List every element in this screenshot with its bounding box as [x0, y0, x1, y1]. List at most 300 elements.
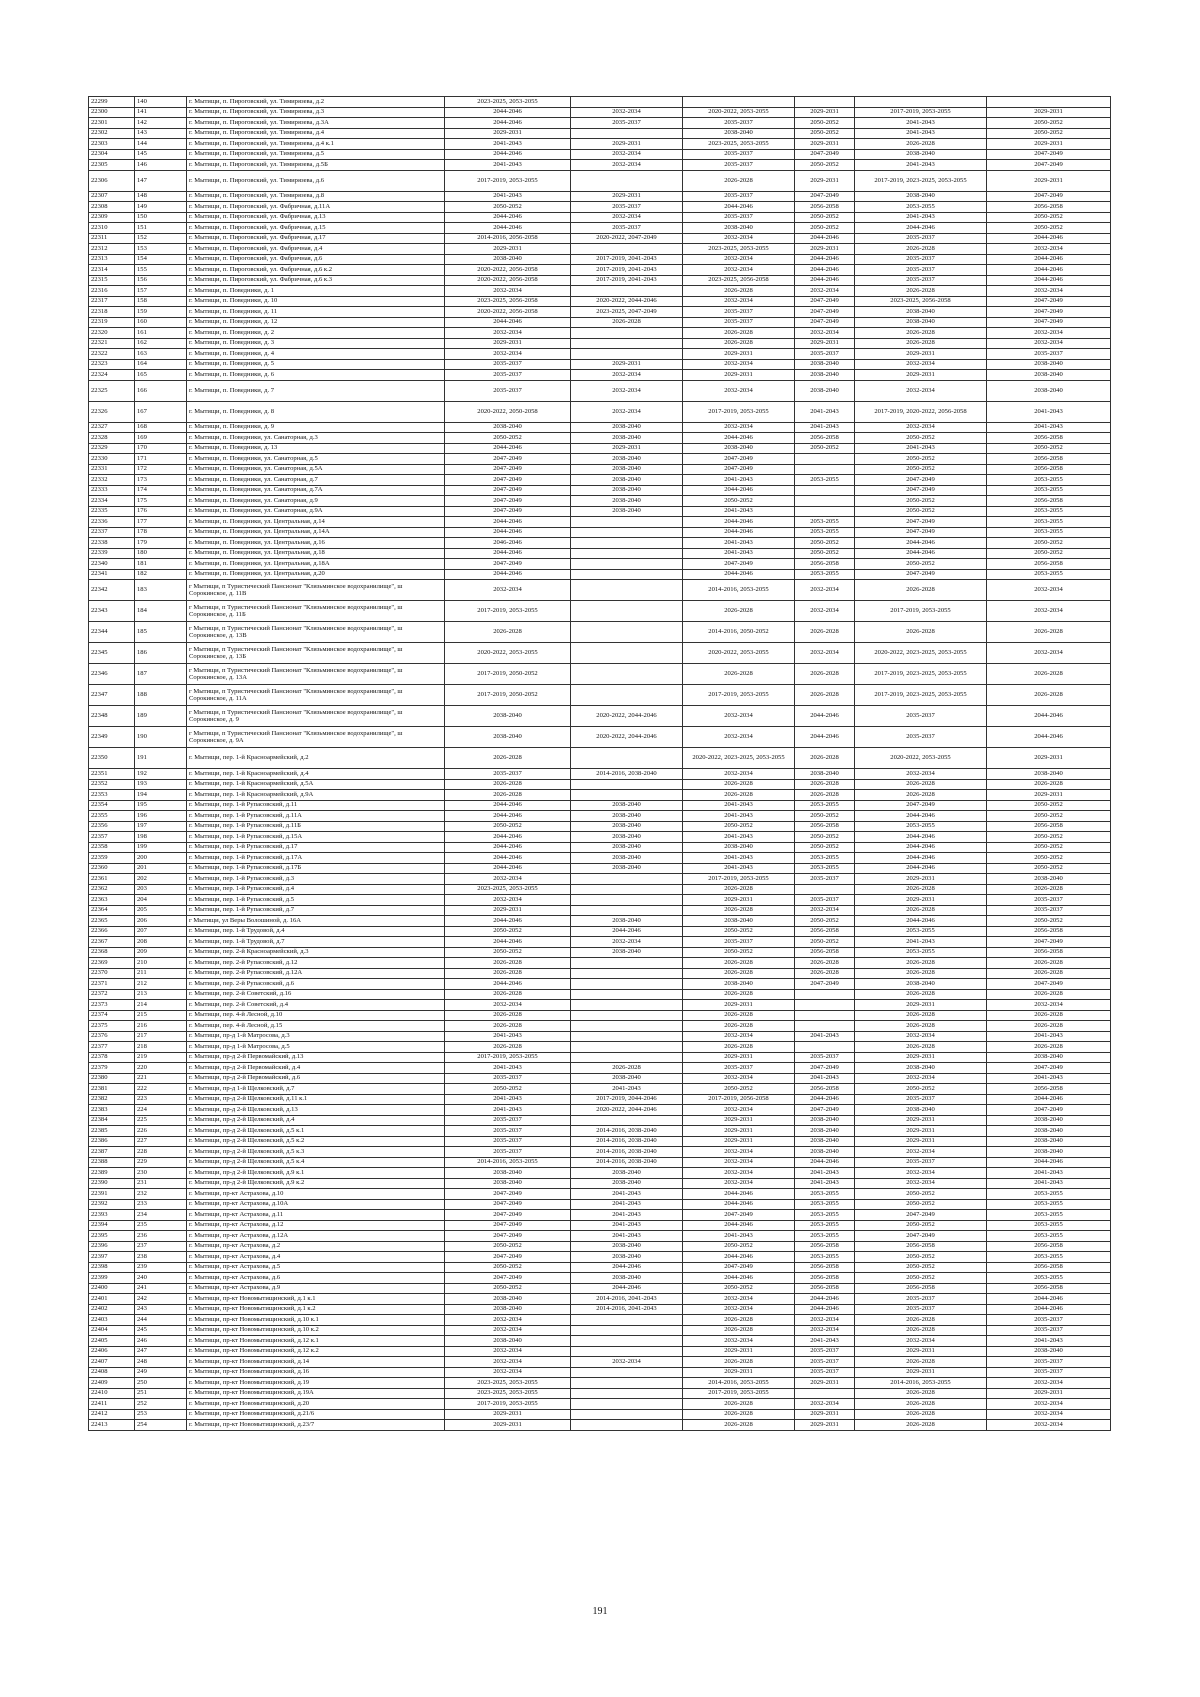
- cell-period-2: 2038-2040: [571, 475, 683, 486]
- table-row: [89, 1178, 1111, 1189]
- cell-period-5: 2044-2046: [855, 916, 987, 927]
- cell-item-number: 171: [135, 454, 187, 465]
- cell-period-3: 2032-2034: [683, 1105, 795, 1116]
- cell-period-3: 2017-2019, 2053-2055: [683, 401, 795, 422]
- cell-period-3: 2044-2046: [683, 485, 795, 496]
- cell-period-4: [795, 506, 855, 517]
- cell-period-4: 2032-2034: [795, 905, 855, 916]
- cell-period-6: 2032-2034: [987, 338, 1111, 349]
- cell-period-4: 2050-2052: [795, 128, 855, 139]
- cell-period-3: 2041-2043: [683, 800, 795, 811]
- cell-item-number: 147: [135, 170, 187, 191]
- cell-row-index: 22301: [89, 118, 135, 129]
- cell-period-4: 2053-2055: [795, 1252, 855, 1263]
- cell-period-2: 2038-2040: [571, 485, 683, 496]
- cell-address: г. Мытищи, пер. 2-й Советский, д.4: [187, 1000, 445, 1011]
- cell-item-number: 178: [135, 527, 187, 538]
- cell-period-1: 2044-2046: [445, 107, 571, 118]
- cell-period-4: 2026-2028: [795, 685, 855, 706]
- cell-period-2: [571, 1000, 683, 1011]
- table-row: [89, 1094, 1111, 1105]
- cell-period-1: 2035-2037: [445, 380, 571, 401]
- cell-address: г. Мытищи, пр-кт Астрахова, д.6: [187, 1273, 445, 1284]
- cell-period-2: 2038-2040: [571, 464, 683, 475]
- cell-item-number: 145: [135, 149, 187, 160]
- cell-item-number: 246: [135, 1336, 187, 1347]
- cell-period-1: 2035-2037: [445, 359, 571, 370]
- cell-address: г. Мытищи, п. Поведники, ул. Центральная, д.20: [187, 569, 445, 580]
- cell-period-5: 2026-2028: [855, 1409, 987, 1420]
- cell-address: г. Мытищи, п. Поведники, ул. Санаторная, д.3: [187, 433, 445, 444]
- cell-period-3: 2035-2037: [683, 160, 795, 171]
- cell-period-6: 2056-2058: [987, 1262, 1111, 1273]
- cell-item-number: 253: [135, 1409, 187, 1420]
- cell-period-6: 2026-2028: [987, 1010, 1111, 1021]
- cell-item-number: 162: [135, 338, 187, 349]
- cell-period-5: 2050-2052: [855, 496, 987, 507]
- cell-row-index: 22329: [89, 443, 135, 454]
- cell-item-number: 172: [135, 464, 187, 475]
- cell-period-1: 2017-2019, 2053-2055: [445, 1052, 571, 1063]
- cell-period-4: 2041-2043: [795, 401, 855, 422]
- table-row: [89, 485, 1111, 496]
- cell-period-1: 2050-2052: [445, 1241, 571, 1252]
- cell-item-number: 197: [135, 821, 187, 832]
- cell-address: г. Мытищи, пер. 1-й Рупасовский, д.11А: [187, 811, 445, 822]
- cell-item-number: 239: [135, 1262, 187, 1273]
- cell-row-index: 22330: [89, 454, 135, 465]
- cell-period-2: [571, 1409, 683, 1420]
- cell-period-5: 2014-2016, 2053-2055: [855, 1378, 987, 1389]
- cell-period-5: 2035-2037: [855, 706, 987, 727]
- cell-period-3: 2026-2028: [683, 968, 795, 979]
- cell-period-3: 2026-2028: [683, 1042, 795, 1053]
- cell-address: г. Мытищи, пер. 1-й Рупасовский, д.15А: [187, 832, 445, 843]
- cell-period-3: 2026-2028: [683, 779, 795, 790]
- cell-period-4: 2053-2055: [795, 1189, 855, 1200]
- cell-period-3: 2026-2028: [683, 884, 795, 895]
- cell-period-2: [571, 895, 683, 906]
- cell-period-4: 2035-2037: [795, 1367, 855, 1378]
- cell-period-4: [795, 485, 855, 496]
- cell-row-index: 22351: [89, 769, 135, 780]
- cell-period-1: 2050-2052: [445, 821, 571, 832]
- cell-period-6: 2038-2040: [987, 874, 1111, 885]
- cell-period-6: 2026-2028: [987, 779, 1111, 790]
- cell-period-4: 2032-2034: [795, 643, 855, 664]
- table-row: [89, 800, 1111, 811]
- cell-period-6: 2044-2046: [987, 1157, 1111, 1168]
- cell-row-index: 22369: [89, 958, 135, 969]
- cell-period-2: [571, 1420, 683, 1431]
- cell-period-2: 2038-2040: [571, 947, 683, 958]
- cell-period-2: 2038-2040: [571, 863, 683, 874]
- cell-period-4: 2053-2055: [795, 1220, 855, 1231]
- cell-period-1: 2050-2052: [445, 947, 571, 958]
- cell-item-number: 168: [135, 422, 187, 433]
- cell-period-2: 2032-2034: [571, 401, 683, 422]
- cell-row-index: 22391: [89, 1189, 135, 1200]
- cell-row-index: 22332: [89, 475, 135, 486]
- cell-period-5: 2053-2055: [855, 202, 987, 213]
- cell-address: г. Мытищи, п. Пироговский, ул. Фабричная, д.17: [187, 233, 445, 244]
- table-row: [89, 97, 1111, 108]
- table-row: [89, 1315, 1111, 1326]
- cell-period-6: 2053-2055: [987, 1220, 1111, 1231]
- cell-row-index: 22341: [89, 569, 135, 580]
- cell-address: г Мытищи, п Туристический Пансионат "Клязьминское водохранилище", ш Сорокинское, д. 13Б: [187, 643, 445, 664]
- cell-period-6: 2056-2058: [987, 821, 1111, 832]
- table-row: [89, 1367, 1111, 1378]
- cell-period-4: [795, 989, 855, 1000]
- cell-address: г. Мытищи, пр-д 2-й Щелковский, д.5 к.3: [187, 1147, 445, 1158]
- cell-period-5: 2050-2052: [855, 433, 987, 444]
- cell-address: г. Мытищи, п. Пироговский, ул. Фабричная, д.13: [187, 212, 445, 223]
- table-row: [89, 338, 1111, 349]
- cell-period-6: 2038-2040: [987, 769, 1111, 780]
- cell-period-2: 2017-2019, 2041-2043: [571, 275, 683, 286]
- table-row: [89, 1357, 1111, 1368]
- cell-period-2: 2014-2016, 2038-2040: [571, 1147, 683, 1158]
- cell-item-number: 154: [135, 254, 187, 265]
- cell-period-1: 2038-2040: [445, 1336, 571, 1347]
- cell-period-2: 2014-2016, 2038-2040: [571, 1157, 683, 1168]
- table-row: [89, 380, 1111, 401]
- table-row: [89, 811, 1111, 822]
- cell-period-4: 2029-2031: [795, 338, 855, 349]
- cell-period-3: 2017-2019, 2053-2055: [683, 874, 795, 885]
- cell-period-6: [987, 97, 1111, 108]
- cell-period-6: 2035-2037: [987, 1357, 1111, 1368]
- cell-period-2: 2032-2034: [571, 370, 683, 381]
- cell-item-number: 153: [135, 244, 187, 255]
- cell-period-4: 2029-2031: [795, 1409, 855, 1420]
- cell-period-4: 2035-2037: [795, 1346, 855, 1357]
- cell-item-number: 173: [135, 475, 187, 486]
- table-row: [89, 149, 1111, 160]
- cell-period-2: 2014-2016, 2038-2040: [571, 1136, 683, 1147]
- cell-item-number: 222: [135, 1084, 187, 1095]
- cell-address: г. Мытищи, п. Пироговский, ул. Тимирязева, д.4 к.1: [187, 139, 445, 150]
- cell-row-index: 22399: [89, 1273, 135, 1284]
- cell-period-4: 2026-2028: [795, 622, 855, 643]
- cell-period-6: 2044-2046: [987, 727, 1111, 748]
- cell-item-number: 199: [135, 842, 187, 853]
- cell-period-2: 2038-2040: [571, 1178, 683, 1189]
- cell-period-3: 2032-2034: [683, 706, 795, 727]
- cell-period-5: 2026-2028: [855, 580, 987, 601]
- cell-row-index: 22367: [89, 937, 135, 948]
- cell-period-4: 2053-2055: [795, 863, 855, 874]
- cell-period-1: 2026-2028: [445, 790, 571, 801]
- cell-row-index: 22365: [89, 916, 135, 927]
- cell-row-index: 22404: [89, 1325, 135, 1336]
- cell-period-2: [571, 1042, 683, 1053]
- cell-period-2: 2026-2028: [571, 317, 683, 328]
- cell-address: г. Мытищи, п. Пироговский, ул. Фабричная, д.6: [187, 254, 445, 265]
- cell-item-number: 163: [135, 349, 187, 360]
- cell-address: г. Мытищи, пр-кт Новомытищинский, д.21/6: [187, 1409, 445, 1420]
- cell-period-2: 2020-2022, 2044-2046: [571, 1105, 683, 1116]
- cell-period-5: 2053-2055: [855, 947, 987, 958]
- cell-item-number: 156: [135, 275, 187, 286]
- table-row: [89, 464, 1111, 475]
- cell-period-5: 2026-2028: [855, 328, 987, 339]
- cell-period-3: 2032-2034: [683, 265, 795, 276]
- cell-period-4: 2038-2040: [795, 359, 855, 370]
- cell-row-index: 22340: [89, 559, 135, 570]
- cell-period-2: 2020-2022, 2044-2046: [571, 727, 683, 748]
- cell-period-5: 2038-2040: [855, 191, 987, 202]
- table-row: [89, 916, 1111, 927]
- cell-period-1: 2014-2016, 2053-2055: [445, 1157, 571, 1168]
- cell-period-5: 2035-2037: [855, 1157, 987, 1168]
- cell-period-3: 2041-2043: [683, 863, 795, 874]
- cell-period-3: 2032-2034: [683, 254, 795, 265]
- cell-period-3: 2044-2046: [683, 1220, 795, 1231]
- cell-period-5: 2029-2031: [855, 874, 987, 885]
- cell-period-4: 2056-2058: [795, 821, 855, 832]
- cell-row-index: 22318: [89, 307, 135, 318]
- cell-period-2: 2017-2019, 2044-2046: [571, 1094, 683, 1105]
- cell-period-1: 2047-2049: [445, 1273, 571, 1284]
- table-row: [89, 926, 1111, 937]
- table-row: [89, 244, 1111, 255]
- cell-address: г. Мытищи, п. Пироговский, ул. Фабричная, д.4: [187, 244, 445, 255]
- cell-period-1: 2047-2049: [445, 485, 571, 496]
- cell-period-6: 2056-2058: [987, 433, 1111, 444]
- cell-period-6: 2053-2055: [987, 517, 1111, 528]
- cell-period-1: 2014-2016, 2056-2058: [445, 233, 571, 244]
- cell-period-1: 2047-2049: [445, 1231, 571, 1242]
- table-row: [89, 475, 1111, 486]
- cell-item-number: 247: [135, 1346, 187, 1357]
- cell-period-1: 2038-2040: [445, 706, 571, 727]
- cell-item-number: 254: [135, 1420, 187, 1431]
- cell-address: г. Мытищи, пр-д 2-й Щелковский, д.9 к.1: [187, 1168, 445, 1179]
- table-row: [89, 1136, 1111, 1147]
- cell-period-4: [795, 1388, 855, 1399]
- cell-period-6: 2050-2052: [987, 916, 1111, 927]
- cell-period-1: 2041-2043: [445, 191, 571, 202]
- cell-address: г. Мытищи, п. Пироговский, ул. Тимирязева, д.5Б: [187, 160, 445, 171]
- cell-item-number: 142: [135, 118, 187, 129]
- cell-item-number: 177: [135, 517, 187, 528]
- cell-row-index: 22384: [89, 1115, 135, 1126]
- cell-period-2: 2038-2040: [571, 842, 683, 853]
- cell-period-5: 2026-2028: [855, 968, 987, 979]
- cell-period-3: 2041-2043: [683, 811, 795, 822]
- cell-period-6: 2026-2028: [987, 958, 1111, 969]
- cell-period-2: 2038-2040: [571, 1273, 683, 1284]
- cell-period-3: 2044-2046: [683, 527, 795, 538]
- table-row: [89, 1115, 1111, 1126]
- cell-row-index: 22396: [89, 1241, 135, 1252]
- cell-address: г. Мытищи, п. Поведники, ул. Санаторная, д.9: [187, 496, 445, 507]
- cell-period-5: 2041-2043: [855, 212, 987, 223]
- cell-address: г. Мытищи, пер. 2-й Рупасовский, д.6: [187, 979, 445, 990]
- cell-period-3: 2035-2037: [683, 118, 795, 129]
- cell-row-index: 22319: [89, 317, 135, 328]
- table-row: [89, 706, 1111, 727]
- cell-row-index: 22322: [89, 349, 135, 360]
- cell-period-6: 2026-2028: [987, 685, 1111, 706]
- table-row: [89, 422, 1111, 433]
- cell-period-6: 2050-2052: [987, 128, 1111, 139]
- cell-period-1: 2044-2046: [445, 979, 571, 990]
- cell-period-2: 2035-2037: [571, 202, 683, 213]
- cell-period-2: [571, 1325, 683, 1336]
- cell-period-2: [571, 979, 683, 990]
- cell-period-3: 2044-2046: [683, 1189, 795, 1200]
- cell-period-5: 2026-2028: [855, 884, 987, 895]
- cell-item-number: 195: [135, 800, 187, 811]
- cell-period-4: 2056-2058: [795, 1262, 855, 1273]
- cell-period-6: 2053-2055: [987, 475, 1111, 486]
- cell-period-5: 2041-2043: [855, 118, 987, 129]
- cell-period-4: 2044-2046: [795, 275, 855, 286]
- cell-item-number: 252: [135, 1399, 187, 1410]
- cell-item-number: 159: [135, 307, 187, 318]
- table-row: [89, 1147, 1111, 1158]
- cell-period-3: 2038-2040: [683, 223, 795, 234]
- cell-period-1: 2020-2022, 2056-2058: [445, 275, 571, 286]
- cell-period-5: 2029-2031: [855, 370, 987, 381]
- cell-period-5: 2029-2031: [855, 1367, 987, 1378]
- cell-period-4: 2056-2058: [795, 202, 855, 213]
- cell-period-5: 2047-2049: [855, 569, 987, 580]
- table-row: [89, 538, 1111, 549]
- cell-row-index: 22377: [89, 1042, 135, 1053]
- table-row: [89, 1388, 1111, 1399]
- cell-period-3: 2017-2019, 2056-2058: [683, 1094, 795, 1105]
- cell-row-index: 22374: [89, 1010, 135, 1021]
- cell-period-2: [571, 338, 683, 349]
- cell-period-4: 2035-2037: [795, 895, 855, 906]
- cell-address: г. Мытищи, пер. 1-й Красноармейский, д.9А: [187, 790, 445, 801]
- table-row: [89, 1346, 1111, 1357]
- cell-period-5: 2026-2028: [855, 1010, 987, 1021]
- cell-period-4: 2050-2052: [795, 118, 855, 129]
- cell-period-4: 2026-2028: [795, 790, 855, 801]
- table-row: [89, 254, 1111, 265]
- table-row: [89, 265, 1111, 276]
- cell-row-index: 22309: [89, 212, 135, 223]
- cell-period-3: 2035-2037: [683, 1063, 795, 1074]
- cell-period-2: 2020-2022, 2047-2049: [571, 233, 683, 244]
- cell-period-1: 2038-2040: [445, 254, 571, 265]
- cell-item-number: 226: [135, 1126, 187, 1137]
- table-row: [89, 191, 1111, 202]
- cell-period-6: 2026-2028: [987, 968, 1111, 979]
- cell-period-1: 2026-2028: [445, 748, 571, 769]
- cell-period-5: 2017-2019, 2023-2025, 2053-2055: [855, 170, 987, 191]
- cell-period-2: [571, 664, 683, 685]
- cell-period-2: [571, 989, 683, 1000]
- cell-period-5: 2026-2028: [855, 905, 987, 916]
- cell-address: г. Мытищи, пер. 1-й Красноармейский, д.4: [187, 769, 445, 780]
- cell-item-number: 191: [135, 748, 187, 769]
- cell-period-3: 2032-2034: [683, 1147, 795, 1158]
- cell-period-4: 2038-2040: [795, 1115, 855, 1126]
- cell-item-number: 219: [135, 1052, 187, 1063]
- cell-row-index: 22385: [89, 1126, 135, 1137]
- cell-item-number: 167: [135, 401, 187, 422]
- cell-period-6: 2047-2049: [987, 307, 1111, 318]
- cell-period-3: 2032-2034: [683, 1157, 795, 1168]
- table-row: [89, 1399, 1111, 1410]
- cell-period-3: 2050-2052: [683, 1241, 795, 1252]
- cell-period-5: 2035-2037: [855, 1294, 987, 1305]
- table-row: [89, 1021, 1111, 1032]
- cell-period-3: 2029-2031: [683, 349, 795, 360]
- cell-period-5: 2041-2043: [855, 160, 987, 171]
- table-row: [89, 359, 1111, 370]
- cell-period-5: 2026-2028: [855, 1357, 987, 1368]
- table-row: [89, 1283, 1111, 1294]
- cell-period-1: 2041-2043: [445, 1094, 571, 1105]
- cell-period-2: [571, 622, 683, 643]
- cell-period-3: 2032-2034: [683, 422, 795, 433]
- cell-period-4: 2047-2049: [795, 296, 855, 307]
- cell-period-4: 2026-2028: [795, 779, 855, 790]
- cell-period-6: 2053-2055: [987, 1273, 1111, 1284]
- cell-address: г. Мытищи, п. Поведники, д. 3: [187, 338, 445, 349]
- cell-period-6: 2035-2037: [987, 1367, 1111, 1378]
- table-row: [89, 832, 1111, 843]
- cell-period-6: 2053-2055: [987, 485, 1111, 496]
- cell-period-3: 2026-2028: [683, 905, 795, 916]
- cell-period-3: 2026-2028: [683, 1021, 795, 1032]
- table-row: [89, 527, 1111, 538]
- cell-row-index: 22304: [89, 149, 135, 160]
- cell-period-6: 2029-2031: [987, 1388, 1111, 1399]
- cell-period-3: 2050-2052: [683, 1283, 795, 1294]
- cell-period-6: 2026-2028: [987, 884, 1111, 895]
- cell-item-number: 228: [135, 1147, 187, 1158]
- cell-period-2: 2032-2034: [571, 107, 683, 118]
- cell-period-6: 2050-2052: [987, 118, 1111, 129]
- cell-period-4: 2053-2055: [795, 1199, 855, 1210]
- cell-period-1: 2047-2049: [445, 496, 571, 507]
- table-row: [89, 1010, 1111, 1021]
- cell-period-6: 2050-2052: [987, 863, 1111, 874]
- cell-address: г. Мытищи, пер. 1-й Красноармейский, д.2: [187, 748, 445, 769]
- cell-item-number: 146: [135, 160, 187, 171]
- table-row: [89, 1325, 1111, 1336]
- cell-period-4: 2032-2034: [795, 601, 855, 622]
- table-row: [89, 1052, 1111, 1063]
- cell-period-1: 2026-2028: [445, 1010, 571, 1021]
- cell-period-4: 2038-2040: [795, 370, 855, 381]
- cell-period-6: 2050-2052: [987, 842, 1111, 853]
- cell-period-5: 2026-2028: [855, 1388, 987, 1399]
- cell-period-3: 2029-2031: [683, 1052, 795, 1063]
- cell-period-5: 2050-2052: [855, 1252, 987, 1263]
- cell-address: г. Мытищи, п. Пироговский, ул. Фабричная, д.6 к.3: [187, 275, 445, 286]
- cell-address: г. Мытищи, п. Пироговский, ул. Тимирязева, д.3А: [187, 118, 445, 129]
- cell-period-5: 2029-2031: [855, 349, 987, 360]
- cell-period-2: 2032-2034: [571, 212, 683, 223]
- cell-period-6: 2047-2049: [987, 149, 1111, 160]
- cell-period-5: 2026-2028: [855, 244, 987, 255]
- cell-address: г. Мытищи, п. Пироговский, ул. Фабричная, д.6 к.2: [187, 265, 445, 276]
- cell-period-4: 2035-2037: [795, 1052, 855, 1063]
- cell-period-2: [571, 874, 683, 885]
- cell-period-6: 2050-2052: [987, 800, 1111, 811]
- cell-period-4: 2032-2034: [795, 328, 855, 339]
- cell-period-4: 2047-2049: [795, 1105, 855, 1116]
